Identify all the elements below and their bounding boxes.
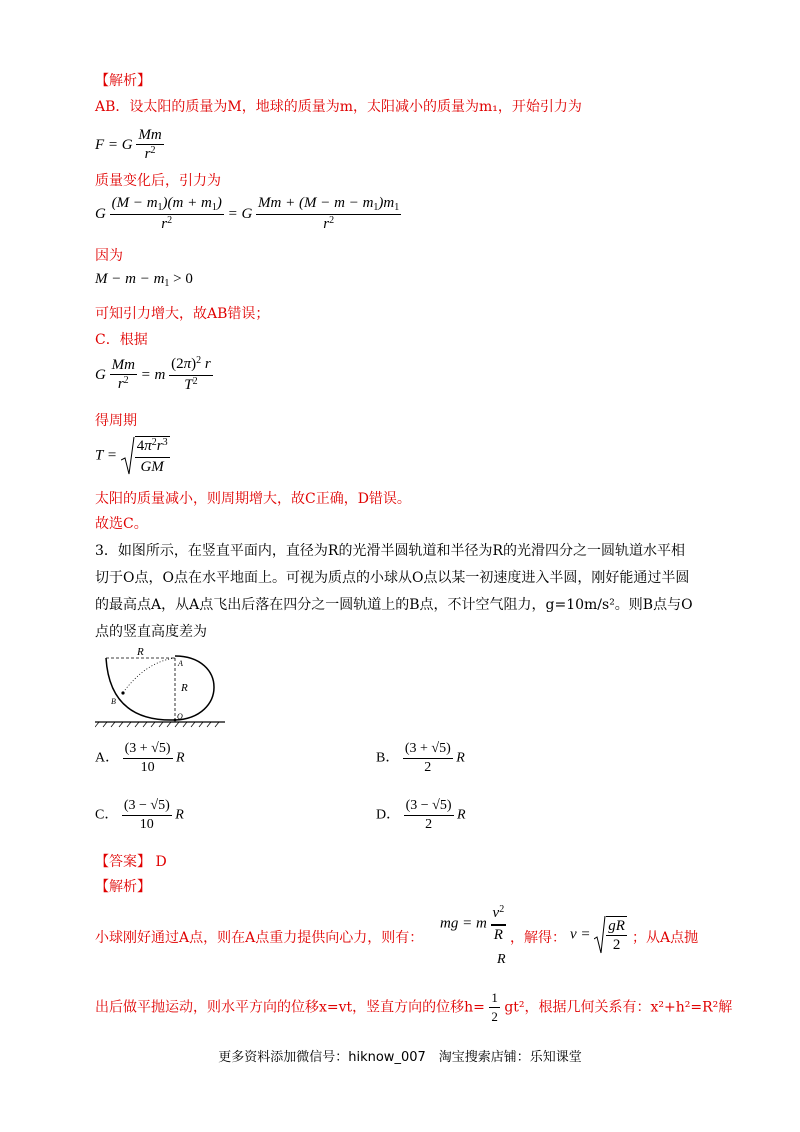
option-c-label: C． [95, 807, 119, 823]
page-footer: 更多资料添加微信号：hiknow_007 淘宝搜索店铺：乐知课堂 [218, 1050, 582, 1065]
analysis2-line2-b: gt²，根据几何关系有：x²+h²=R²解 [504, 999, 733, 1016]
answer-value: D [155, 854, 167, 870]
answer-line [95, 852, 167, 872]
formula-velocity: v = $\frac{gR}{2}$ [570, 918, 625, 953]
analysis-result-c: 太阳的质量减小，则周期增大，故C正确，D错误。 [95, 491, 411, 507]
analysis-after-change: 质量变化后，引力为 [95, 173, 221, 189]
answer-label: 【答案】 [95, 854, 151, 870]
analysis2-line1-b: ，解得： [510, 930, 566, 946]
analysis2-line1-text [95, 928, 423, 948]
analysis-choose: 故选C。 [95, 516, 148, 532]
projectile-trajectory [122, 658, 175, 694]
point-o-dot [174, 719, 177, 722]
analysis2-line2-a: 出后做平抛运动，则水平方向的位移x=vt，竖直方向的位移h= [95, 999, 485, 1016]
option-a-denominator: 10 [140, 760, 155, 775]
label-o: O [177, 712, 183, 721]
question3-stem-3: 的最高点A，从A点飞出后落在四分之一圆轨道上的B点，不计空气阻力，g=10m/s²。则B点与O [95, 597, 693, 613]
analysis-header: 【解析】 [95, 73, 151, 89]
analysis-ab-line: AB．设太阳的质量为M，地球的质量为m，太阳减小的质量为m₁，开始引力为 [95, 99, 582, 115]
formula-centripetal: mg = m $\frac{v^2}{R}$ R [440, 904, 506, 967]
option-b-numerator: (3 + √5) [403, 740, 453, 759]
label-r-mid: R [181, 682, 188, 694]
formula-centripetal-r: R [497, 952, 506, 967]
option-a-label: A． [95, 750, 120, 766]
formula-period: T = $\frac{4\pi^2r^3}{GM}$ [95, 437, 168, 475]
analysis-because: 因为 [95, 248, 123, 264]
label-a: A [178, 659, 183, 668]
option-c-denominator: 10 [139, 817, 154, 832]
quarter-circle-track [106, 658, 175, 720]
option-c-numerator: (3 − √5) [122, 797, 172, 816]
point-b-dot [121, 691, 124, 694]
option-b-denominator: 2 [424, 760, 432, 775]
option-b-r: R [456, 750, 465, 766]
analysis-c-line: C．根据 [95, 332, 148, 348]
option-b[interactable] [376, 740, 465, 777]
formula-orbit: G $\frac{Mm}{r^2}$ = m $\frac{(2\pi)^2 r}{T^2}$ [95, 355, 211, 393]
question3-stem-2: 切于O点，O点在水平地面上。可视为质点的小球从O点以某一初速度进入半圆，刚好能通过半圆 [95, 570, 690, 586]
option-d-label: D． [376, 807, 401, 823]
option-d-numerator: (3 − √5) [404, 797, 454, 816]
analysis-period: 得周期 [95, 413, 137, 429]
option-a-numerator: (3 + √5) [123, 740, 173, 759]
formula-initial-force: F = G $\frac{Mm}{r^2}$ [95, 127, 162, 162]
option-a[interactable] [95, 740, 185, 777]
analysis2-header: 【解析】 [95, 879, 151, 895]
formula-changed-force: G $\frac{(M - m_1)(m + m_1)}{r^2}$ = G $\frac{Mm + (M - m - m_1)m_1}{r^2}$ [95, 195, 400, 232]
label-b: B [111, 697, 116, 706]
analysis2-line2: 出后做平抛运动，则水平方向的位移x=vt，竖直方向的位移h= $\frac{1}{2}$ gt²，根据几何关系有：x²+h²=R²解 [95, 990, 733, 1024]
analysis2-line1-c: ；从A点抛 [632, 930, 699, 946]
option-d[interactable] [376, 797, 466, 834]
ground-hatch [95, 722, 219, 727]
label-r-top: R [137, 648, 144, 658]
option-d-r: R [457, 807, 466, 823]
option-c-r: R [175, 807, 184, 823]
option-c[interactable] [95, 797, 184, 834]
question3-stem-1: 3．如图所示，在竖直平面内，直径为R的光滑半圆轨道和半径为R的光滑四分之一圆轨道水平相 [95, 543, 685, 559]
option-b-label: B． [376, 750, 400, 766]
question3-stem-4: 点的竖直高度差为 [95, 624, 207, 640]
track-diagram [95, 648, 230, 733]
analysis2-line1-a: 小球刚好通过A点，则在A点重力提供向心力，则有： [95, 930, 424, 946]
option-d-denominator: 2 [425, 817, 433, 832]
option-a-r: R [176, 750, 185, 766]
formula-inequality: $M - m - m_1 > 0$ [95, 271, 193, 289]
analysis-conclusion-ab: 可知引力增大，故AB错误； [95, 306, 270, 322]
